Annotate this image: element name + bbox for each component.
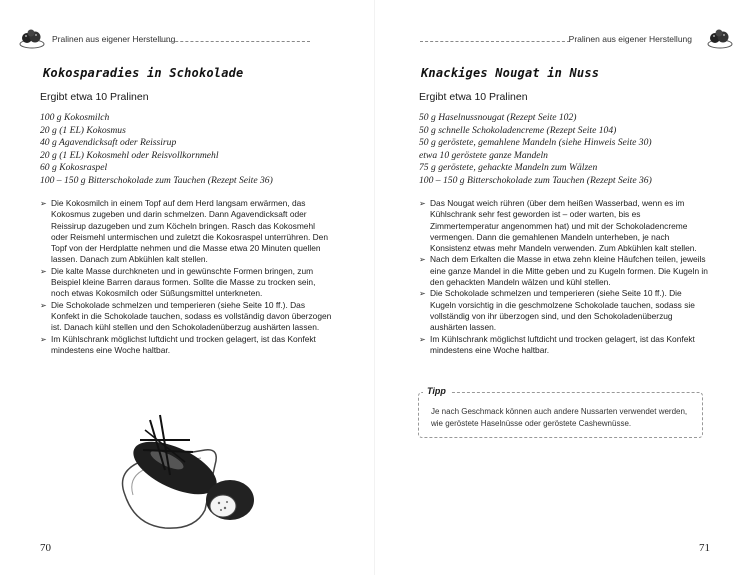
ingredient-item: etwa 10 geröstete ganze Mandeln: [419, 149, 548, 161]
header-rule: [420, 41, 570, 42]
page-number: 70: [40, 542, 51, 554]
page-number: 71: [699, 542, 710, 554]
arrow-bullet-icon: ➢: [40, 266, 47, 276]
chocolate-praline-plate-illustration: [105, 400, 265, 540]
header-rule: [160, 41, 310, 42]
chocolate-pralines-icon: [18, 26, 46, 50]
ingredient-item: 100 – 150 g Bitterschokolade zum Tauchen (Rezept Seite 36): [419, 174, 652, 186]
instruction-step: ➢ Im Kühlschrank möglichst luftdicht und trocken gelagert, ist das Konfekt mindestens eine Woche haltbar.: [419, 333, 695, 355]
instruction-steps: [40, 198, 332, 356]
ingredient-item: 100 – 150 g Bitterschokolade zum Tauchen (Rezept Seite 36): [40, 174, 273, 186]
ingredient-item: 100 g Kokosmilch: [40, 112, 110, 123]
ingredient-item: 75 g geröstete, gehackte Mandeln zum Wälzen: [419, 162, 598, 174]
chocolate-pralines-icon: [706, 26, 734, 50]
running-header: Pralinen aus eigener Herstellung: [568, 34, 692, 44]
instruction-step: ➢ Im Kühlschrank möglichst luftdicht und trocken gelagert, ist das Konfekt mindestens eine Woche haltbar.: [40, 333, 316, 355]
recipe-yield: Ergibt etwa 10 Pralinen: [419, 91, 528, 103]
ingredient-item: 20 g (1 EL) Kokosmehl oder Reisvollkornmehl: [40, 149, 219, 161]
running-header: Pralinen aus eigener Herstellung: [52, 34, 176, 44]
instruction-step: ➢ Die Schokolade schmelzen und temperieren (siehe Seite 10 ff.). Die Kugeln vorsichtig in die geschmolzene Schokolade tauchen, sodass sie vollständig von ihr überzogen sind, und den Schokoladenüberzug aushärten lassen.: [419, 288, 695, 333]
instruction-steps: [419, 198, 709, 356]
tip-text: Je nach Geschmack können auch andere Nussarten verwendet werden, wie geröstete Haselnüsse oder geröstete Cashewnüsse.: [431, 407, 688, 428]
instruction-step: ➢ Nach dem Erkalten die Masse in etwa zehn kleine Häufchen teilen, jeweils eine ganze Mandel in die Mitte geben und zu Kugeln formen. Die Kugeln in den gehackten Mandeln wälzen und kühl stellen.: [419, 254, 708, 288]
ingredient-item: 50 g geröstete, gemahlene Mandeln (siehe Hinweis Seite 30): [419, 137, 652, 149]
recipe-yield: Ergibt etwa 10 Pralinen: [40, 91, 149, 103]
arrow-bullet-icon: ➢: [40, 199, 47, 208]
tip-label: Tipp: [423, 386, 450, 396]
instruction-step: ➢ Die kalte Masse durchkneten und in gewünschte Formen bringen, zum Beispiel kleine Barren daraus formen. Sollte die Masse zu trocken sein, noch etwas Kokosmilch oder Süßungsmittel unterkneten.: [40, 265, 316, 299]
instruction-step: ➢ Die Schokolade schmelzen und temperieren (siehe Seite 10 ff.). Das Konfekt in die Schokolade tauchen, sodass es vollständig davon überzogen ist. Danach kühl stellen und den Schokoladenüberzug aushärten lassen.: [40, 299, 332, 333]
ingredient-item: 50 g schnelle Schokoladencreme (Rezept Seite 104): [419, 124, 617, 136]
ingredient-item: 50 g Haselnussnougat (Rezept Seite 102): [419, 112, 577, 123]
ingredient-item: 20 g (1 EL) Kokosmus: [40, 124, 126, 136]
arrow-bullet-icon: ➢: [419, 255, 426, 265]
arrow-bullet-icon: ➢: [419, 334, 426, 344]
ingredient-item: 40 g Agavendicksaft oder Reissirup: [40, 137, 177, 149]
arrow-bullet-icon: ➢: [40, 300, 47, 310]
right-page: [375, 0, 750, 575]
instruction-step: ➢ Das Nougat weich rühren (über dem heißen Wasserbad, wenn es im Kühlschrank sehr fest geworden ist – oder warten, bis es Zimmertemperatur angenommen hat) und mit der Schokoladencreme vermengen. Dann die gemahlenen Mandeln unterheben, je nach Konsistenz etwas mehr Mandeln verwenden. Zum Abkühlen kalt stellen.: [419, 198, 697, 254]
arrow-bullet-icon: ➢: [419, 199, 426, 208]
arrow-bullet-icon: ➢: [419, 289, 426, 299]
ingredient-list: [40, 112, 273, 188]
recipe-title: Kokosparadies in Schokolade: [43, 66, 244, 80]
arrow-bullet-icon: ➢: [40, 334, 47, 344]
ingredient-item: 60 g Kokosraspel: [40, 162, 108, 174]
ingredient-list: [419, 112, 652, 188]
recipe-title: Knackiges Nougat in Nuss: [421, 66, 600, 80]
instruction-step: ➢ Die Kokosmilch in einem Topf auf dem Herd langsam erwärmen, das Kokosmus zugeben und darin schmelzen. Dann Agavendicksaft oder Reissirup dazugeben und zum Köcheln bringen. Rasch das Kokosmehl oder Reismehl untermischen und zuletzt die Kokosraspel unterrühren. Den Topf von der Herdplatte nehmen und die Masse etwa 20 Minuten quellen lassen. Danach zum Abkühlen kalt stellen.: [40, 198, 328, 265]
